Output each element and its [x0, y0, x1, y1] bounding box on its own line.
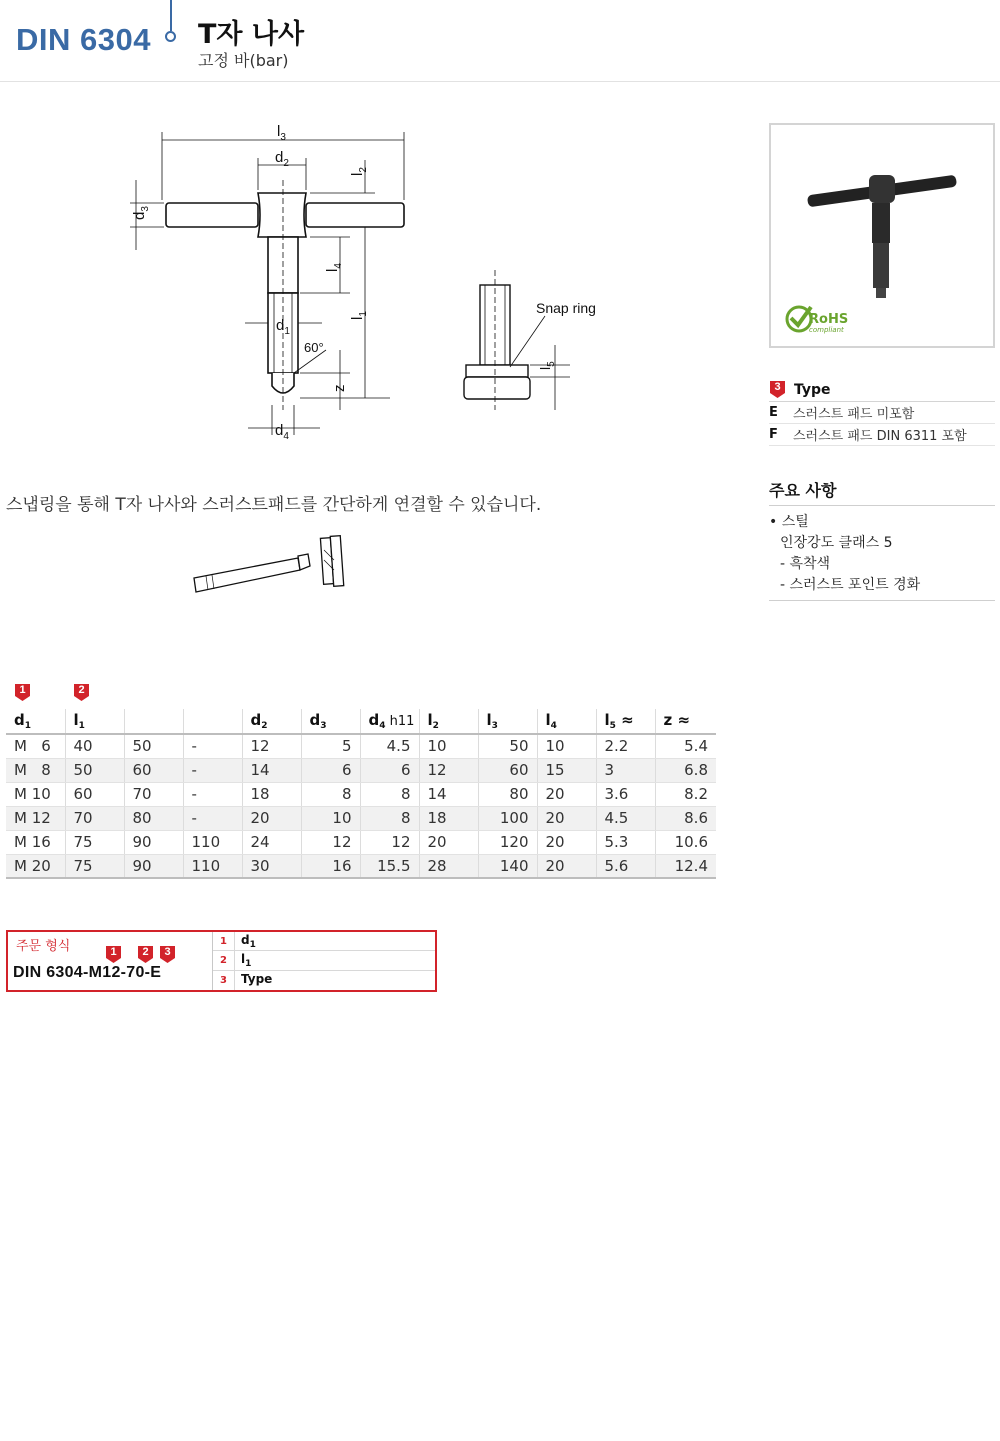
detail-ring-shape	[466, 365, 528, 377]
table-cell: 8	[360, 806, 419, 830]
table-cell: 6	[301, 758, 360, 782]
order-badge-1: 1	[105, 945, 122, 964]
dim-d3-label: $d_3$	[131, 206, 151, 220]
table-cell: 15.5	[360, 854, 419, 878]
table-cell: 30	[242, 854, 301, 878]
dim-l2-label: $l_2$	[349, 167, 369, 176]
table-cell: 50	[65, 758, 124, 782]
table-header-cell: $d_2$	[242, 709, 301, 734]
dim-d2-label: $d_2$	[275, 149, 289, 169]
table-cell: 75	[65, 854, 124, 878]
table-cell: 80	[124, 806, 183, 830]
table-cell: 100	[478, 806, 537, 830]
page-title: T자 나사	[198, 19, 305, 50]
feature-item: • 스틸	[769, 514, 809, 530]
table-cell: 110	[183, 830, 242, 854]
dim-angle-label: 60°	[304, 340, 324, 355]
technical-drawing	[100, 120, 620, 454]
type-badge: 3	[769, 380, 786, 399]
dim-l1-label: $l_1$	[349, 311, 369, 320]
table-cell: M 16	[6, 830, 65, 854]
table-cell: 10	[419, 734, 478, 758]
feature-item: - 흑착색	[780, 556, 831, 572]
table-cell: 12	[242, 734, 301, 758]
table-header-cell: z ≈	[655, 709, 716, 734]
table-cell: 18	[419, 806, 478, 830]
table-cell: 20	[242, 806, 301, 830]
dim-z-label: z	[331, 384, 348, 392]
assembly-sketch-svg	[188, 530, 358, 602]
table-cell: 60	[124, 758, 183, 782]
detail-pad-shape	[464, 377, 530, 399]
bar-left-shape	[166, 203, 258, 227]
table-cell: 8	[360, 782, 419, 806]
rohs-compliant-text: compliant	[809, 326, 844, 334]
table-cell: 14	[419, 782, 478, 806]
header-divider-line	[170, 0, 172, 31]
table-cell: 14	[242, 758, 301, 782]
table-cell: 70	[124, 782, 183, 806]
order-code: DIN 6304-M12-70-E	[13, 964, 162, 981]
order-badge-3: 3	[159, 945, 176, 964]
table-cell: 40	[65, 734, 124, 758]
type-title: Type	[794, 381, 831, 398]
table-cell: 8	[301, 782, 360, 806]
table-cell: -	[183, 734, 242, 758]
table-cell: 90	[124, 854, 183, 878]
table-cell: 20	[537, 830, 596, 854]
feature-item: 인장강도 클래스 5	[780, 535, 893, 551]
order-legend	[212, 932, 435, 990]
table-cell: 8.2	[655, 782, 716, 806]
rohs-text: RoHS	[809, 312, 849, 327]
table-cell: M 12	[6, 806, 65, 830]
assembly-sketch	[188, 530, 358, 606]
standard-code: DIN 6304	[16, 22, 151, 57]
table-cell: 12.4	[655, 854, 716, 878]
order-legend-row: 1 $d_1$	[213, 932, 435, 951]
table-cell: 28	[419, 854, 478, 878]
table-body	[6, 734, 716, 878]
table-row	[6, 806, 716, 830]
features-section	[769, 478, 995, 601]
description-text: 스냅링을 통해 T자 나사와 스러스트패드를 간단하게 연결할 수 있습니다.	[6, 495, 542, 515]
dim-l5-label: $l_5$	[537, 361, 557, 370]
table-cell: 140	[478, 854, 537, 878]
table-cell: 20	[537, 806, 596, 830]
table-header-cell	[183, 709, 242, 734]
table-cell: M 20	[6, 854, 65, 878]
snap-ring-label: Snap ring	[536, 300, 596, 316]
table-cell: 20	[537, 782, 596, 806]
table-cell: 2.2	[596, 734, 655, 758]
table-cell: 12	[360, 830, 419, 854]
technical-drawing-svg	[100, 120, 620, 450]
order-badge-2: 2	[137, 945, 154, 964]
table-cell: 10	[537, 734, 596, 758]
table-header-cell: $d_1$	[6, 709, 65, 734]
table-cell: 18	[242, 782, 301, 806]
header-divider-dot	[165, 31, 176, 42]
type-item-e: E 스러스트 패드 미포함	[769, 402, 995, 424]
table-cell: 3.6	[596, 782, 655, 806]
table-cell: 60	[478, 758, 537, 782]
table-cell: 24	[242, 830, 301, 854]
table-cell: 70	[65, 806, 124, 830]
table-cell: 15	[537, 758, 596, 782]
table-cell: 10.6	[655, 830, 716, 854]
table-cell: -	[183, 782, 242, 806]
table-row	[6, 854, 716, 878]
order-legend-row: 2 $l_1$	[213, 951, 435, 970]
table-header-cell: $l_5$ ≈	[596, 709, 655, 734]
order-format-box	[6, 930, 437, 992]
table-cell: -	[183, 758, 242, 782]
table-cell: 6	[360, 758, 419, 782]
table-header-cell: $l_4$	[537, 709, 596, 734]
table-cell: 5.4	[655, 734, 716, 758]
table-cell: 4.5	[596, 806, 655, 830]
table-row	[6, 830, 716, 854]
bar-right-shape	[306, 203, 404, 227]
table-cell: 50	[124, 734, 183, 758]
table-cell: M 10	[6, 782, 65, 806]
features-title: 주요 사항	[769, 478, 995, 506]
order-legend-row: 3 Type	[213, 971, 435, 990]
product-photo-svg	[771, 125, 993, 346]
type-header	[769, 378, 995, 402]
table-cell: 80	[478, 782, 537, 806]
table-cell: 5	[301, 734, 360, 758]
table-badge-2: 2	[73, 683, 90, 702]
dimension-table	[6, 709, 716, 879]
table-cell: 6.8	[655, 758, 716, 782]
dim-l4-label: $l_4$	[324, 263, 344, 272]
table-cell: 75	[65, 830, 124, 854]
table-cell: 90	[124, 830, 183, 854]
features-list	[769, 506, 995, 601]
table-cell: 16	[301, 854, 360, 878]
order-format-left	[8, 932, 212, 990]
table-cell: M 6	[6, 734, 65, 758]
order-format-label: 주문 형식	[16, 939, 71, 954]
table-header-row	[6, 709, 716, 734]
table-header-cell	[124, 709, 183, 734]
table-cell: 60	[65, 782, 124, 806]
table-cell: 20	[419, 830, 478, 854]
table-header-cell: $l_2$	[419, 709, 478, 734]
hub-shape	[258, 193, 306, 237]
dim-d1-label: $d_1$	[276, 317, 290, 337]
table-cell: 4.5	[360, 734, 419, 758]
table-cell: 50	[478, 734, 537, 758]
table-cell: 10	[301, 806, 360, 830]
table-cell: 110	[183, 854, 242, 878]
table-cell: 8.6	[655, 806, 716, 830]
table-header-cell: $l_3$	[478, 709, 537, 734]
table-header-cell: $d_3$	[301, 709, 360, 734]
table-cell: 3	[596, 758, 655, 782]
table-cell: M 8	[6, 758, 65, 782]
page-header	[0, 0, 1000, 82]
table-row	[6, 782, 716, 806]
table-header-cell: $l_1$	[65, 709, 124, 734]
table-badge-1: 1	[14, 683, 31, 702]
table-cell: 5.3	[596, 830, 655, 854]
product-photo	[769, 123, 995, 348]
table-cell: 20	[537, 854, 596, 878]
table-cell: 12	[301, 830, 360, 854]
dim-d4-label: $d_4$	[275, 422, 289, 442]
table-cell: -	[183, 806, 242, 830]
page-subtitle: 고정 바(bar)	[198, 51, 289, 70]
table-cell: 120	[478, 830, 537, 854]
table-cell: 12	[419, 758, 478, 782]
feature-item: - 스러스트 포인트 경화	[780, 577, 921, 593]
table-cell: 5.6	[596, 854, 655, 878]
table-row	[6, 734, 716, 758]
table-header-cell: $d_4$ h11	[360, 709, 419, 734]
type-item-f: F 스러스트 패드 DIN 6311 포함	[769, 424, 995, 446]
type-section	[769, 378, 995, 446]
dim-l3-label: $l_3$	[277, 123, 286, 143]
table-row	[6, 758, 716, 782]
